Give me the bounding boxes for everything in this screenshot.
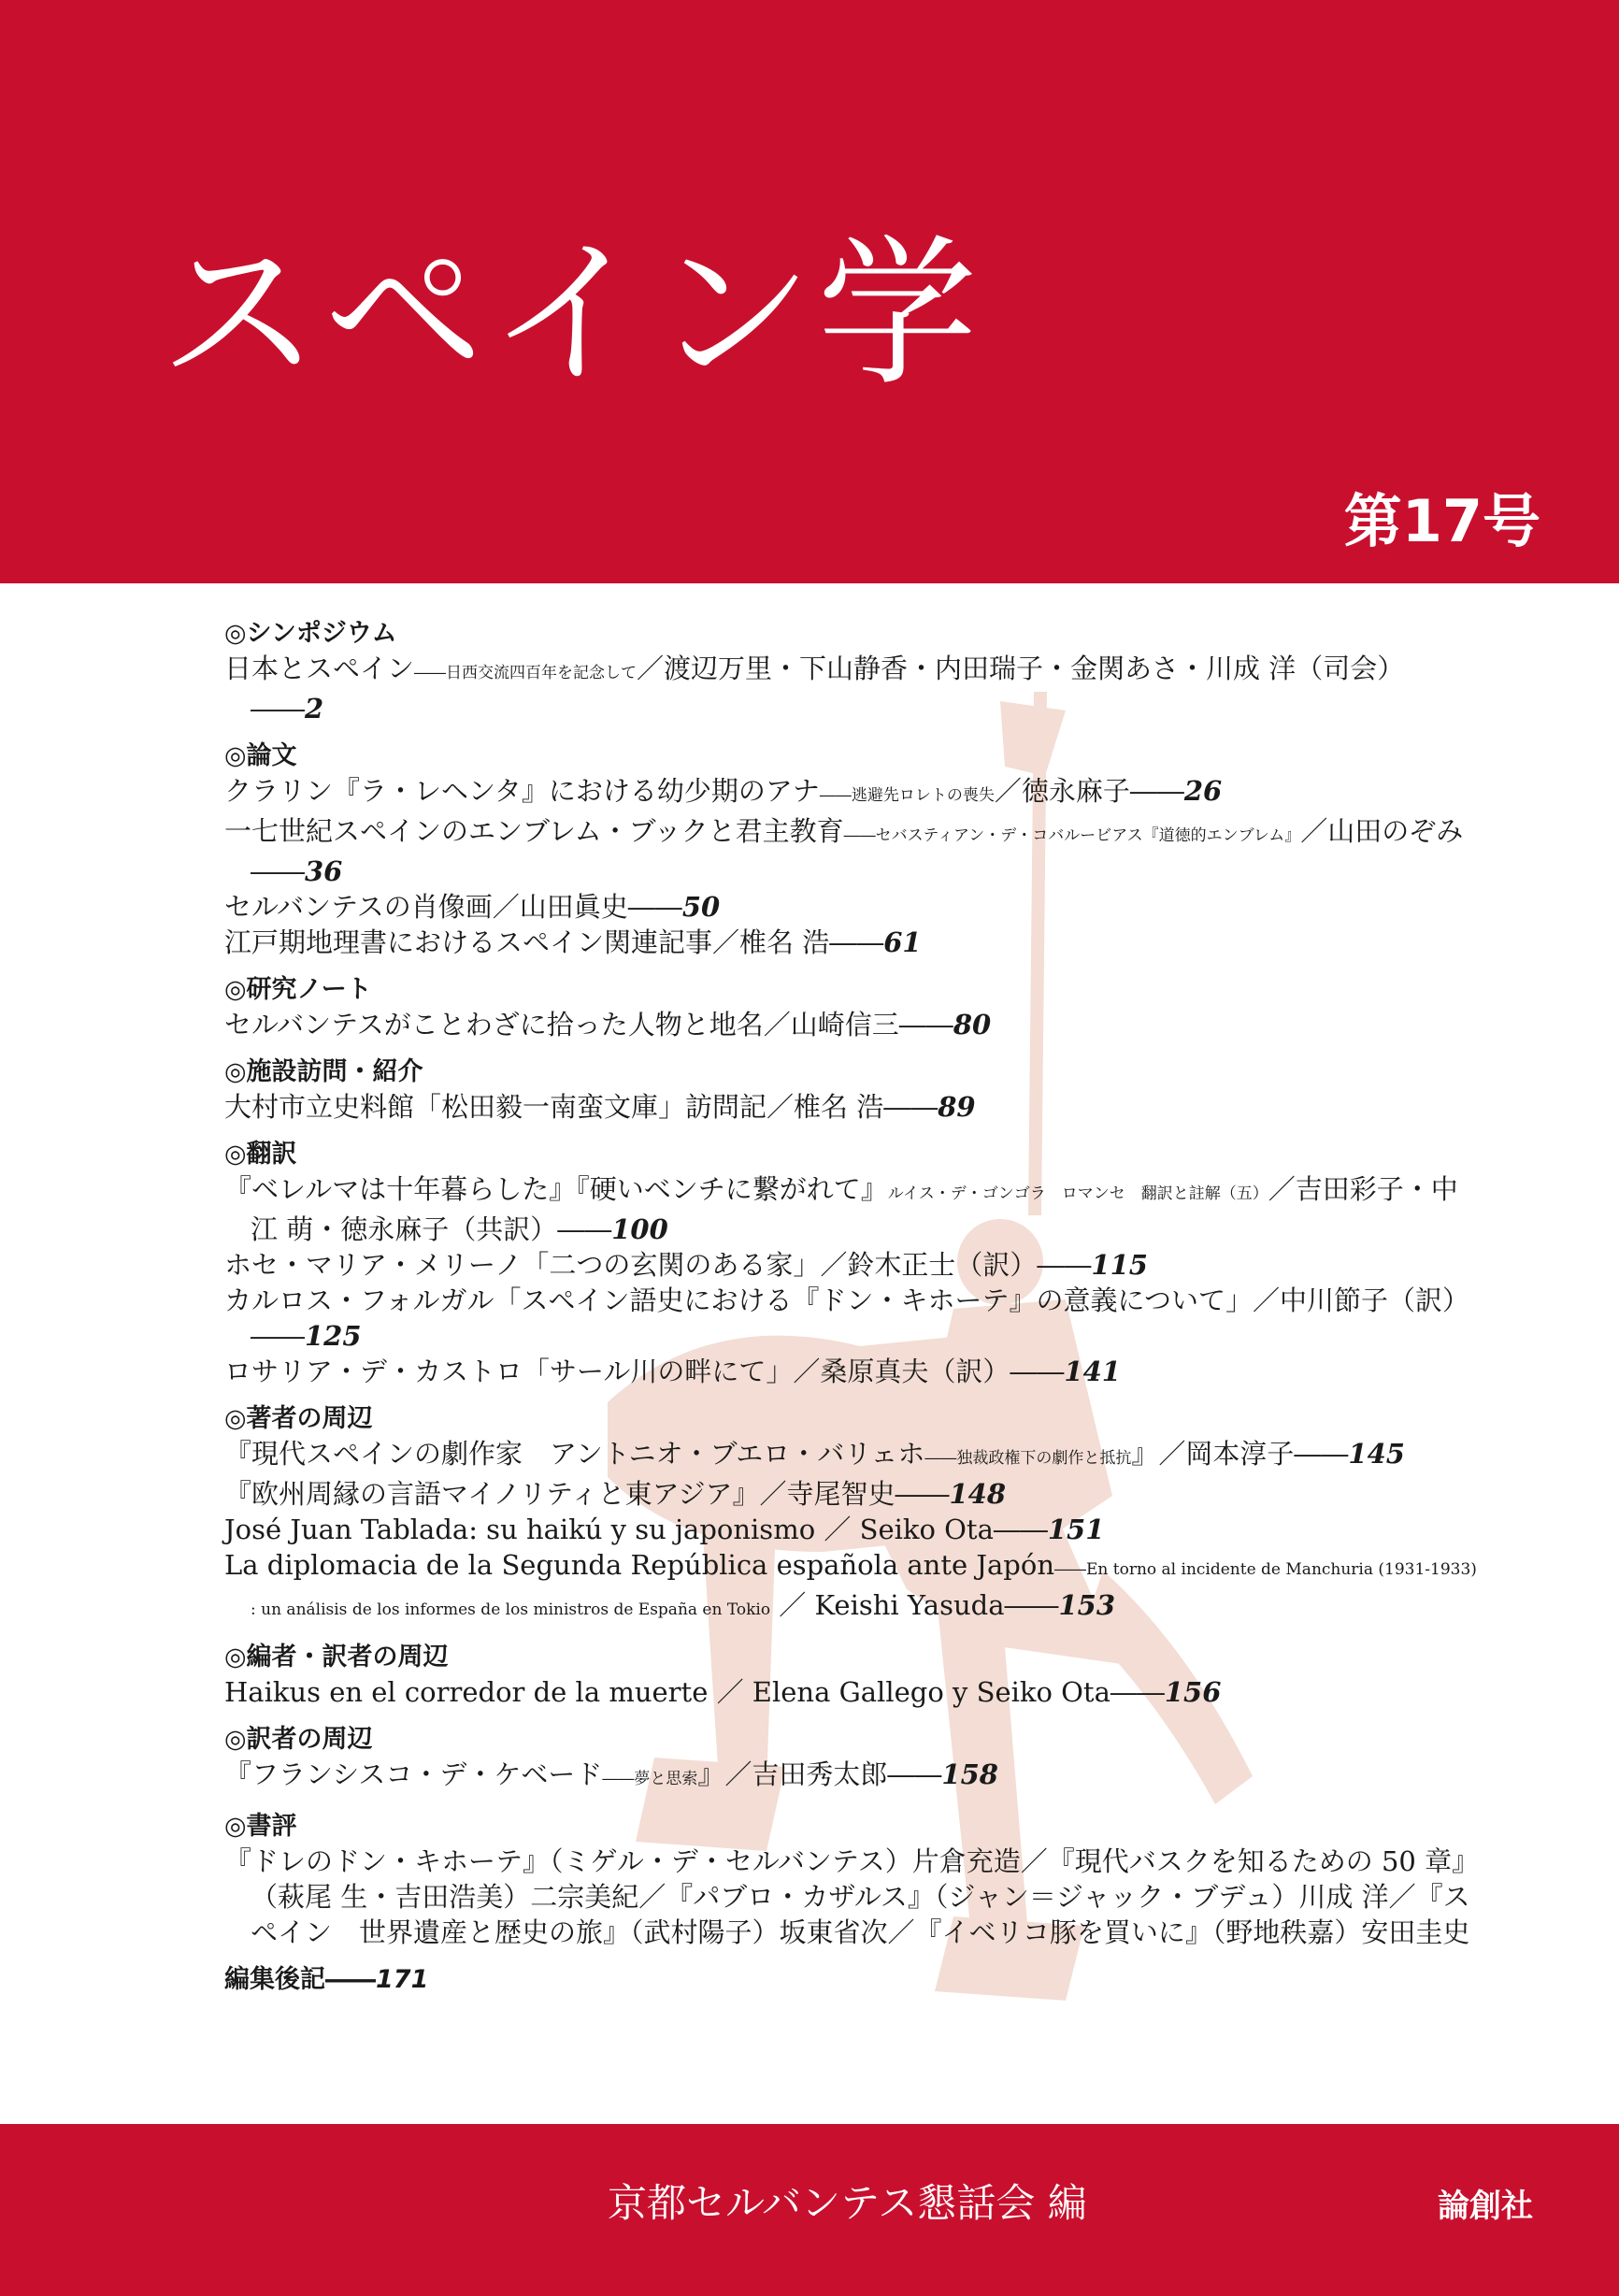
page-number: 153 [1058,1589,1116,1621]
toc-section-articles [224,739,1477,960]
section-heading: ◎訳者の周辺 [224,1725,373,1754]
entry-title: 大村市立史料館「松田毅一南蛮文庫」訪問記／椎名 浩―― [224,1091,938,1123]
entry-title: La diplomacia de la Segunda República española ante Japón [224,1549,1054,1581]
section-heading: ◎著者の周辺 [224,1404,373,1433]
entry-authors: ／ Keishi Yasuda―― [770,1589,1059,1621]
editor-credit: 京都セルバンテス懇話会 編 [608,2180,1087,2226]
section-heading: ◎書評 [224,1812,297,1841]
page-number: 151 [1047,1514,1105,1545]
entry-title: 日本とスペイン [224,653,415,684]
page-number: 100 [611,1213,668,1245]
entry-title: カルロス・フォルガル「スペイン語史における『ドン・キホーテ』の意義について」／中川節子（訳）―― [224,1284,1469,1352]
entry-subtitle: ――逃避先ロレトの喪失 [819,786,995,805]
section-heading: ◎論文 [224,741,297,770]
entry-subtitle: ――En torno al incidente de Manchuria (1931-1933) : un análisis de los informes de los ministros de España en Tokio [251,1560,1477,1619]
table-of-contents [224,617,1477,2010]
toc-section-afterword [224,1963,1477,1997]
entry-title: 『ベレルマは十年暮らした』『硬いベンチに繋がれて』 [224,1173,888,1205]
toc-section-book-reviews [224,1810,1477,1950]
page-number: 89 [938,1091,976,1123]
entry-authors: 』／吉田秀太郎―― [697,1758,942,1790]
toc-entry [224,1436,1477,1476]
page-number: 141 [1064,1356,1121,1387]
entry-title: Haikus en el corredor de la muerte ／ Elena Gallego y Seiko Ota―― [224,1676,1165,1708]
entry-title: セルバンテスがことわざに拾った人物と地名／山崎信三―― [224,1009,953,1040]
toc-entry [224,1757,1477,1797]
toc-entry [224,1247,1477,1283]
toc-entry [224,813,1477,889]
entry-title: クラリン『ラ・レヘンタ』における幼少期のアナ [224,775,820,807]
entry-authors: 』／岡本淳子―― [1131,1438,1349,1470]
issue-number: 第17号 [1343,487,1540,555]
entry-authors: ／徳永麻子―― [994,775,1184,807]
entry-subtitle: ――独裁政権下の劇作と抵抗 [924,1449,1132,1468]
page-number: 50 [681,891,721,923]
page-number: 61 [883,926,922,958]
section-heading: ◎施設訪問・紹介 [224,1057,423,1086]
toc-entry [224,1547,1477,1628]
toc-entry [224,1283,1477,1354]
toc-section-research-notes [224,973,1477,1042]
page-number: 125 [305,1320,362,1352]
toc-section-author-circle [224,1402,1477,1628]
entry-authors: ／吉田彩子・中江 萌・徳永麻子（共訳）―― [251,1173,1458,1245]
entry-subtitle: ――セバスティアン・デ・コバルービアス『道徳的エンブレム』 [843,826,1301,845]
page-number: 80 [953,1009,992,1040]
toc-entry [224,1476,1477,1512]
section-heading: ◎翻訳 [224,1140,297,1169]
page-number: 26 [1183,775,1223,807]
entry-title: セルバンテスの肖像画／山田眞史―― [224,891,682,923]
entry-title: ロサリア・デ・カストロ「サール川の畔にて」／桑原真夫（訳）―― [224,1356,1065,1387]
entry-title: ホセ・マリア・メリーノ「二つの玄関のある家」／鈴木正士（訳）―― [224,1249,1092,1281]
toc-entry [224,651,1477,726]
page-number: 36 [305,855,343,887]
toc-entry [224,1512,1477,1547]
section-heading [224,1963,1477,1997]
toc-section-editor-translator-circle [224,1641,1477,1710]
entry-title: 一七世紀スペインのエンブレム・ブックと君主教育 [224,815,844,847]
publisher-name: 論創社 [1438,2188,1533,2225]
toc-entry [224,1089,1477,1125]
entry-title: 『現代スペインの劇作家 アントニオ・ブエロ・バリェホ [224,1438,925,1470]
toc-entry [224,1007,1477,1042]
entry-subtitle: ――夢と思索 [602,1770,698,1788]
toc-section-symposium [224,617,1477,726]
entry-subtitle: ルイス・デ・ゴンゴラ ロマンセ 翻訳と註解（五） [887,1184,1268,1203]
page-number: 115 [1091,1249,1148,1281]
toc-entry [224,1674,1477,1710]
toc-section-translator-circle [224,1723,1477,1797]
section-heading: ◎研究ノート [224,975,372,1004]
toc-entry [224,1171,1477,1247]
page-number: 158 [941,1758,998,1790]
section-heading: ◎編者・訳者の周辺 [224,1643,449,1672]
entry-authors: ／渡辺万里・下山静香・内田瑞子・金関あさ・川成 洋（司会）―― [251,653,1405,725]
page-number: 148 [949,1478,1007,1510]
book-title: スペイン学 [159,220,981,408]
afterword-label: 編集後記―― [224,1965,376,1994]
toc-entry [224,1354,1477,1389]
page-number: 2 [305,693,324,725]
entry-authors: ／山田のぞみ―― [251,815,1464,887]
toc-entry [224,1844,1477,1950]
entry-title: 『欧州周縁の言語マイノリティと東アジア』／寺尾智史―― [224,1478,950,1510]
toc-section-facility-visit [224,1055,1477,1125]
entry-title: 『フランシスコ・デ・ケベード [224,1758,603,1790]
entry-title: 『ドレのドン・キホーテ』（ミゲル・デ・セルバンテス）片倉充造／『現代バスクを知るための 50 章』（萩尾 生・吉田浩美）二宗美紀／『パブロ・カザルス』（ジャン＝ジャック・ブデュ）川成 洋／『スペイン 世界遺産と歴史の旅』（武村陽子）坂東省次／『イベリコ豚を買いに』（野地秩嘉）安田圭史 [224,1845,1470,1948]
page-number: 145 [1348,1438,1405,1470]
entry-title: 江戸期地理書におけるスペイン関連記事／椎名 浩―― [224,926,884,958]
entry-subtitle: ――日西交流四百年を記念して [414,664,638,682]
page-number: 156 [1164,1676,1222,1708]
toc-entry [224,925,1477,960]
section-heading: ◎シンポジウム [224,619,397,648]
page-number: 171 [376,1965,429,1994]
toc-section-translation [224,1138,1477,1389]
toc-entry [224,889,1477,925]
entry-title: José Juan Tablada: su haikú y su japonismo ／ Seiko Ota―― [224,1514,1048,1545]
toc-entry [224,773,1477,813]
